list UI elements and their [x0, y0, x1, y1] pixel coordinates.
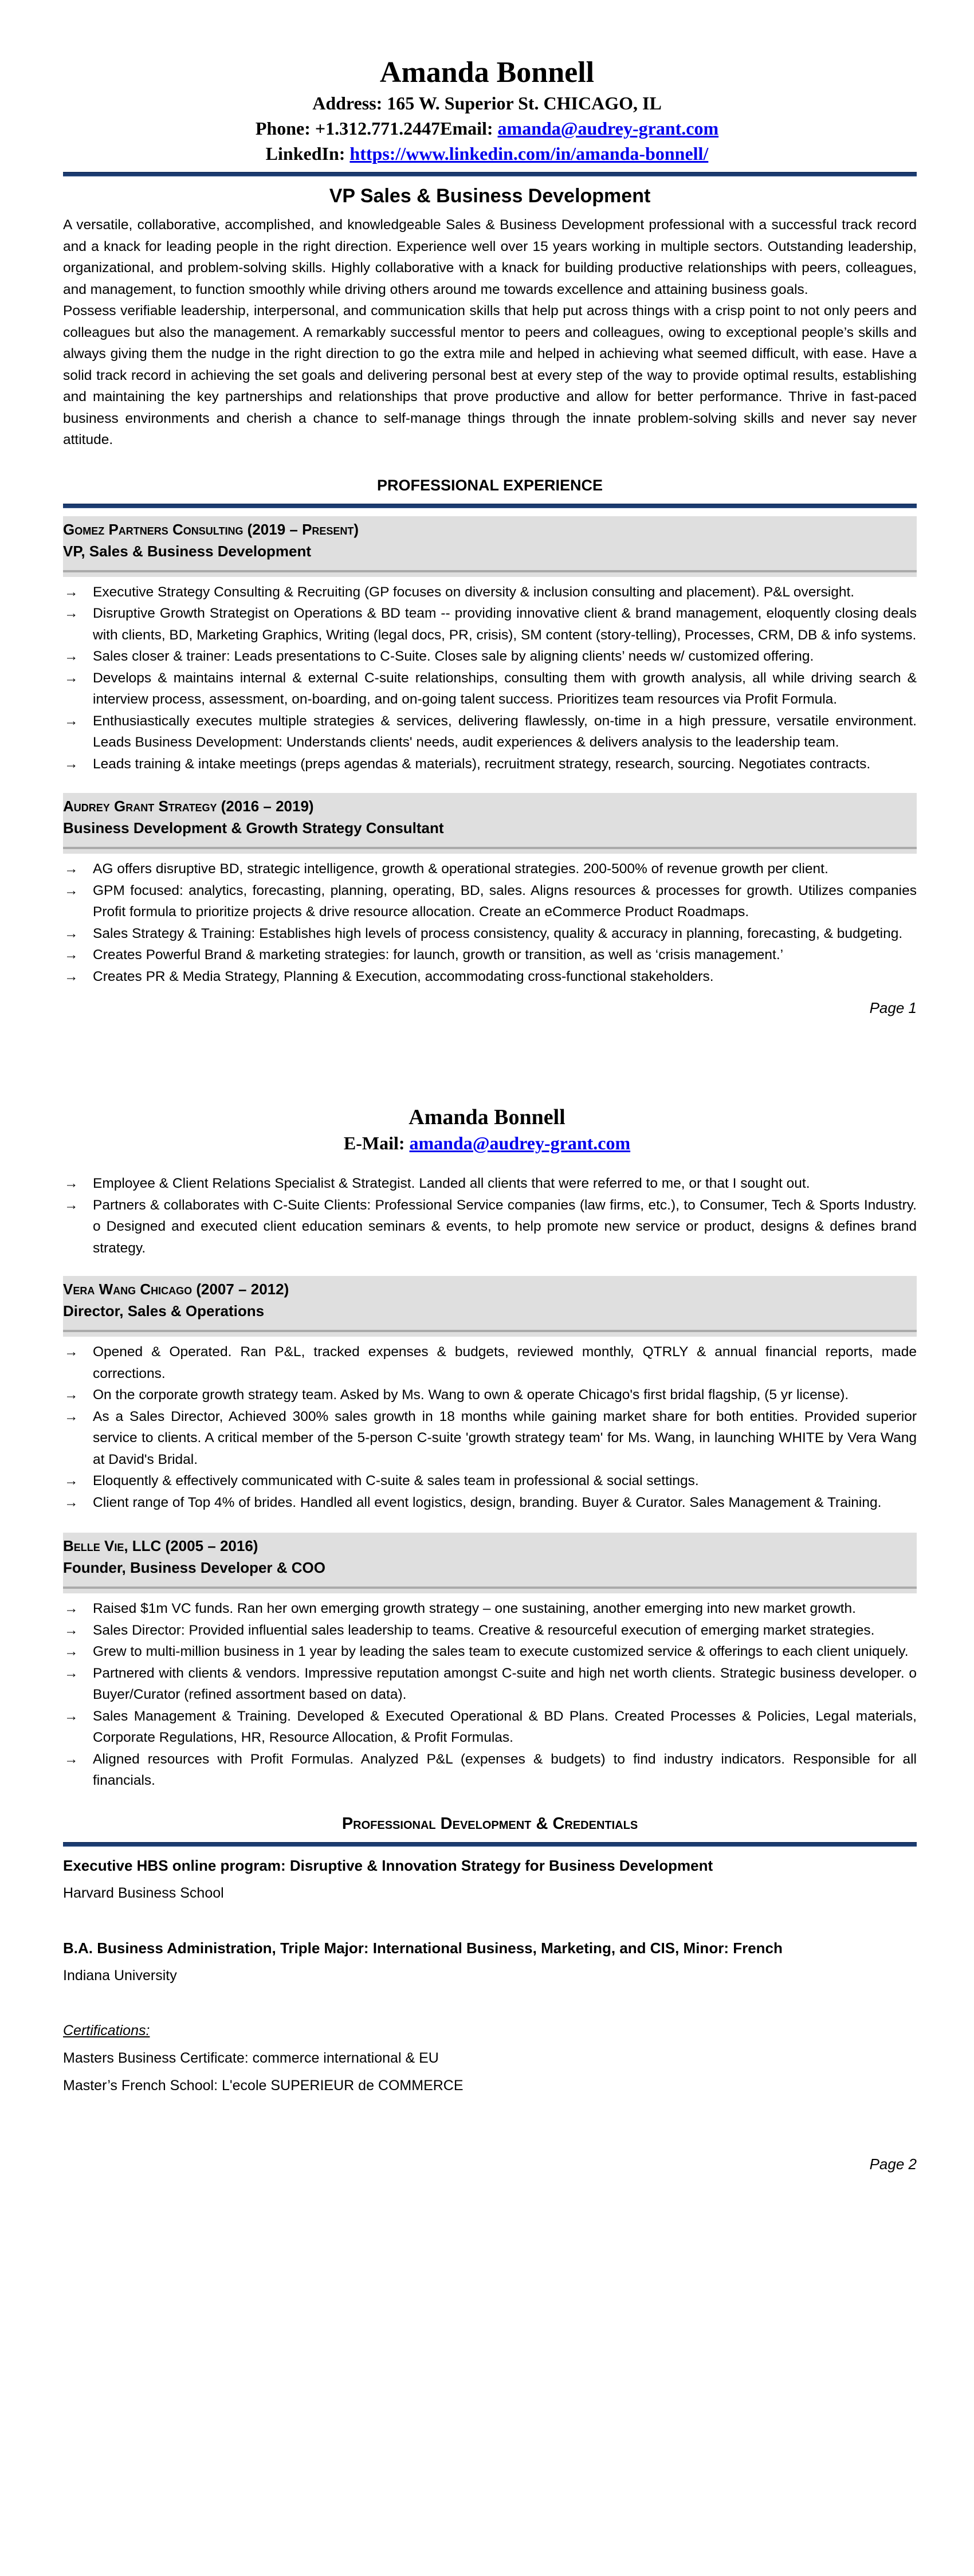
- linkedin-link[interactable]: https://www.linkedin.com/in/amanda-bonnell/: [349, 143, 709, 164]
- list-item: → Raised $1m VC funds. Ran her own emerging growth strategy – one sustaining, another emerging into new market growth.: [63, 1598, 917, 1620]
- phone-label: Phone: +1.312.771.2447Email:: [255, 118, 498, 139]
- section-divider: [63, 504, 917, 508]
- education-program: Executive HBS online program: Disruptive & Innovation Strategy for Business Development: [63, 1856, 713, 1874]
- job-bullets: [63, 1341, 917, 1513]
- certifications: [63, 2020, 917, 2096]
- arrow-right-icon: →: [64, 861, 78, 877]
- certification-item: Master’s French School: L'ecole SUPERIEUR de COMMERCE: [63, 2077, 464, 2094]
- list-item: → Disruptive Growth Strategist on Operations & BD team -- providing innovative client & brand management, eloquently closing deals with clients, BD, Marketing Graphics, Writing (legal docs, PR, crisis), SM content (story-telling), Processes, CRM, DB & info systems.: [63, 603, 917, 646]
- arrow-right-icon: →: [64, 584, 78, 600]
- job-bullets: [63, 582, 917, 775]
- arrow-right-icon: →: [64, 649, 78, 664]
- arrow-right-icon: →: [64, 713, 78, 729]
- arrow-right-icon: →: [64, 1344, 78, 1360]
- job-company: Audrey Grant Strategy (2016 – 2019): [63, 798, 314, 815]
- education-program: B.A. Business Administration, Triple Major: International Business, Marketing, and CIS, Minor: French: [63, 1939, 783, 1957]
- job-role: Business Development & Growth Strategy Consultant: [63, 819, 444, 837]
- education-entry: [63, 1855, 917, 1904]
- resume-header: [0, 55, 974, 166]
- list-item: → Partnered with clients & vendors. Impressive reputation amongst C-suite and high net worth clients. Strategic business developer. o Buyer/Curator (refined assortment based on data).: [63, 1663, 917, 1706]
- list-item: → On the corporate growth strategy team. Asked by Ms. Wang to own & operate Chicago's first bridal flagship, (5 yr license).: [63, 1384, 917, 1406]
- job-header: [63, 1533, 917, 1593]
- arrow-right-icon: →: [64, 1601, 78, 1616]
- certification-item: Masters Business Certificate: commerce international & EU: [63, 2049, 439, 2066]
- header-divider: [63, 172, 917, 176]
- arrow-right-icon: →: [64, 756, 78, 772]
- education-school: Indiana University: [63, 1967, 177, 1984]
- job-divider: [63, 1587, 917, 1589]
- list-item: → Sales Director: Provided influential sales leadership to teams. Creative & resourceful execution of emerging market strategies.: [63, 1620, 917, 1642]
- education-entry: [63, 1937, 917, 1986]
- section-title-experience: PROFESSIONAL EXPERIENCE: [376, 476, 603, 494]
- section-title-credentials: Professional Development & Credentials: [341, 1814, 638, 1833]
- summary-paragraph: Possess verifiable leadership, interpersonal, and communication skills that help put across things with a crisp point to not only peers and colleagues but also the management. A remarkably successful mentor to peers and colleagues, owing to exceptional people’s skills and always giving them the nudge in the right direction to go the extra mile and helped in achieving what seemed difficult, with ease. Have a solid track record in achieving the set goals and delivering personal best at every step of the way to provide optimal results, establishing and maintaining the key partnerships and relationships that prove productive and allow for better performance. Thrive in fast-paced business environments and cherish a chance to self-manage things through the innate problem-solving skills and never say never attitude.: [63, 303, 917, 447]
- list-item: → GPM focused: analytics, forecasting, planning, operating, BD, sales. Aligns resources & processes for growth. Utilizes companies Profit formula to prioritize projects & drive resource allocation. Create an eCommerce Product Roadmaps.: [63, 880, 917, 923]
- arrow-right-icon: →: [64, 670, 78, 686]
- email-link[interactable]: amanda@audrey-grant.com: [497, 118, 719, 139]
- arrow-right-icon: →: [64, 1494, 78, 1510]
- page2-header: [0, 1104, 974, 1156]
- arrow-right-icon: →: [64, 1708, 78, 1724]
- arrow-right-icon: →: [64, 1176, 78, 1191]
- contact-line: [0, 116, 974, 141]
- list-item: → Client range of Top 4% of brides. Handled all event logistics, design, branding. Buyer & Curator. Sales Management & Training.: [63, 1492, 917, 1514]
- job-company: Belle Vie, LLC (2005 – 2016): [63, 1537, 258, 1554]
- list-item: → Executive Strategy Consulting & Recruiting (GP focuses on diversity & inclusion consulting and placement). P&L oversight.: [63, 582, 917, 603]
- list-item: → Partners & collaborates with C-Suite Clients: Professional Service companies (law firms, etc.), to Consumer, Tech & Sports Industry. o Designed and executed client education seminars & events, to help promote new service or product, designs & defines brand strategy.: [63, 1195, 917, 1259]
- job-header: [63, 793, 917, 854]
- summary-paragraph: A versatile, collaborative, accomplished, and knowledgeable Sales & Business Development professional with a successful track record and a knack for leading people in the right direction. Experience well over 15 years working in multiple sectors. Outstanding leadership, organizational, and problem-solving skills. Highly collaborative with a knack for building productive relationships with peers, colleagues, and management, to function smoothly while driving others around me towards excellence and attaining business goals.: [63, 217, 917, 297]
- linkedin-line: [0, 141, 974, 166]
- job-role: Founder, Business Developer & COO: [63, 1559, 325, 1576]
- arrow-right-icon: →: [64, 1473, 78, 1489]
- list-item: → Sales Strategy & Training: Establishes high levels of process consistency, quality & accuracy in planning, forecasting, & budgeting.: [63, 923, 917, 945]
- arrow-right-icon: →: [64, 882, 78, 898]
- arrow-right-icon: →: [64, 968, 78, 984]
- job-company: Gomez Partners Consulting (2019 – Present): [63, 520, 359, 538]
- list-item: → Aligned resources with Profit Formulas. Analyzed P&L (expenses & budgets) to find industry indicators. Responsible for all financials.: [63, 1749, 917, 1792]
- job-role: Director, Sales & Operations: [63, 1302, 265, 1320]
- arrow-right-icon: →: [64, 1751, 78, 1767]
- list-item: → Eloquently & effectively communicated with C-suite & sales team in professional & social settings.: [63, 1470, 917, 1492]
- list-item: → Creates Powerful Brand & marketing strategies: for launch, growth or transition, as well as ‘crisis management.’: [63, 944, 917, 966]
- job-company: Vera Wang Chicago (2007 – 2012): [63, 1281, 289, 1298]
- list-item: → Enthusiastically executes multiple strategies & services, delivering flawlessly, on-time in a high pressure, versatile environment. Leads Business Development: Understands clients' needs, audit experiences & delivers analysis to the leadership team.: [63, 710, 917, 753]
- arrow-right-icon: →: [64, 925, 78, 941]
- section-divider: [63, 1842, 917, 1847]
- list-item: → Leads training & intake meetings (preps agendas & materials), recruitment strategy, research, sourcing. Negotiates contracts.: [63, 753, 917, 775]
- candidate-name: Amanda Bonnell: [409, 1105, 565, 1129]
- arrow-right-icon: →: [64, 1665, 78, 1681]
- arrow-right-icon: →: [64, 1408, 78, 1424]
- job-divider: [63, 1330, 917, 1332]
- job-bullets-continued: [63, 1173, 917, 1259]
- linkedin-label: LinkedIn:: [265, 143, 350, 164]
- arrow-right-icon: →: [64, 947, 78, 963]
- email-line: [0, 1130, 974, 1156]
- list-item: → Sales Management & Training. Developed & Executed Operational & BD Plans. Created Processes & Policies, Legal materials, Corporate Regulations, HR, Resource Allocation, & Profit Formulas.: [63, 1706, 917, 1749]
- resume-document: [0, 55, 974, 2174]
- job-bullets: [63, 1598, 917, 1792]
- address-line: Address: 165 W. Superior St. CHICAGO, IL: [312, 93, 662, 113]
- email-link[interactable]: amanda@audrey-grant.com: [409, 1133, 631, 1153]
- list-item: → Opened & Operated. Ran P&L, tracked expenses & budgets, reviewed monthly, QTRLY & annual financial reports, made corrections.: [63, 1341, 917, 1384]
- job-header: [63, 516, 917, 577]
- certifications-label: Certifications:: [63, 2022, 150, 2039]
- arrow-right-icon: →: [64, 606, 78, 621]
- list-item: → Creates PR & Media Strategy, Planning & Execution, accommodating cross-functional stakeholders.: [63, 966, 917, 988]
- headline: VP Sales & Business Development: [329, 185, 651, 207]
- job-bullets: [63, 858, 917, 987]
- education-school: Harvard Business School: [63, 1884, 224, 1901]
- list-item: → Sales closer & trainer: Leads presentations to C-Suite. Closes sale by aligning clients’ needs w/ customized offering.: [63, 646, 917, 667]
- arrow-right-icon: →: [64, 1622, 78, 1638]
- arrow-right-icon: →: [64, 1197, 78, 1213]
- list-item: → AG offers disruptive BD, strategic intelligence, growth & operational strategies. 200-500% of revenue growth per client.: [63, 858, 917, 880]
- list-item: → Grew to multi-million business in 1 year by leading the sales team to execute customized service & offerings to each client uniquely.: [63, 1641, 917, 1663]
- list-item: → Develops & maintains internal & external C-suite relationships, consulting them with growth analysis, all while driving search & interview process, assessment, on-boarding, and on-going talent success. Prioritizes team resources via Profit Formula.: [63, 667, 917, 710]
- page-number: Page 2: [869, 2155, 917, 2173]
- job-divider: [63, 847, 917, 849]
- job-header: [63, 1276, 917, 1337]
- job-divider: [63, 570, 917, 572]
- arrow-right-icon: →: [64, 1644, 78, 1659]
- list-item: → Employee & Client Relations Specialist & Strategist. Landed all clients that were referred to me, or that I sought out.: [63, 1173, 917, 1195]
- email-label: E-Mail:: [343, 1133, 410, 1153]
- list-item: → As a Sales Director, Achieved 300% sales growth in 18 months while gaining market share for both entities. Provided superior service to clients. A critical member of the 5-person C-suite 'growth strategy team' for Ms. Wang, in launching WHITE by Vera Wang at David's Bridal.: [63, 1406, 917, 1471]
- job-role: VP, Sales & Business Development: [63, 542, 312, 560]
- summary: [63, 214, 917, 451]
- arrow-right-icon: →: [64, 1387, 78, 1403]
- page-number: Page 1: [869, 999, 917, 1016]
- candidate-name: Amanda Bonnell: [379, 56, 595, 89]
